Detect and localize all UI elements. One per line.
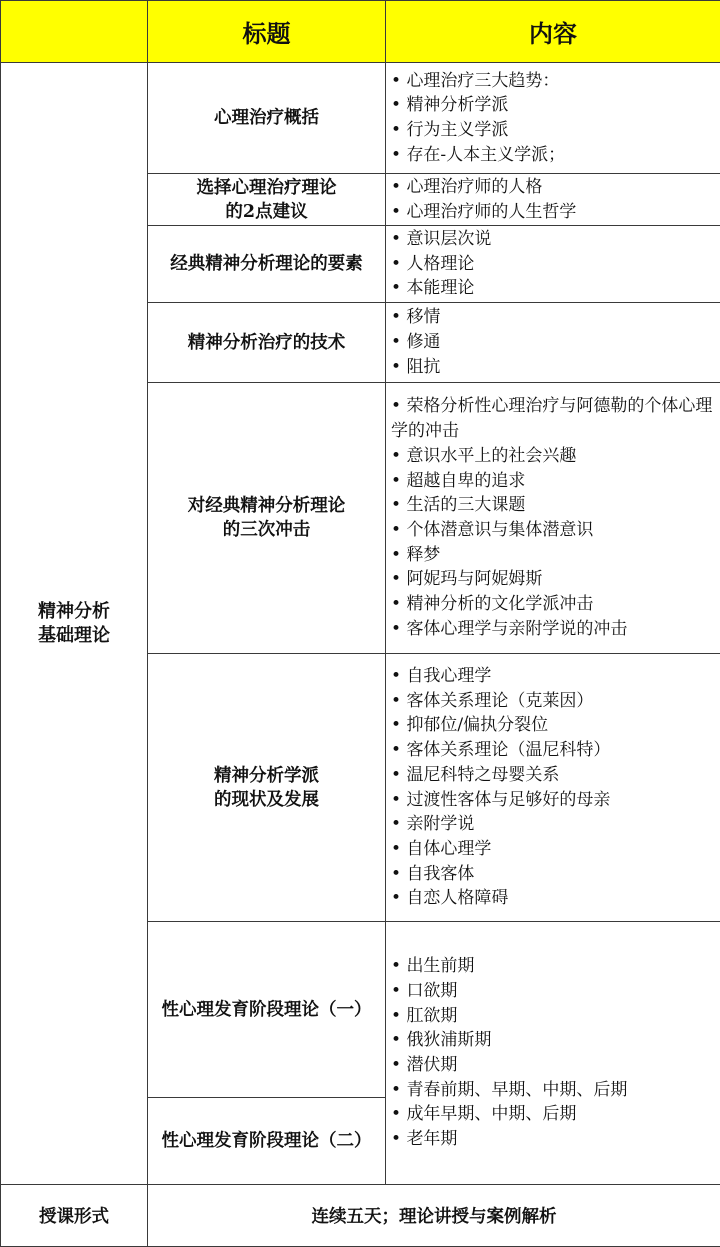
list-item: • 意识层次说 [391,227,714,252]
list-item: • 老年期 [391,1127,714,1152]
list-item: • 客体心理学与亲附学说的冲击 [391,617,714,642]
category-label: 精神分析 基础理论 [38,600,110,646]
list-item: • 青春前期、早期、中期、后期 [391,1078,714,1103]
list-item: • 自体心理学 [391,837,714,862]
row-title: 对经典精神分析理论 的三次冲击 [148,383,386,654]
list-item: • 心理治疗师的人格 [391,175,714,200]
row-content [386,63,720,174]
list-item: • 超越自卑的追求 [391,469,714,494]
list-item: • 心理治疗三大趋势： [391,69,714,94]
list-item: • 抑郁位/偏执分裂位 [391,713,714,738]
row-title: 经典精神分析理论的要素 [148,226,386,303]
list-item: • 过渡性客体与足够好的母亲 [391,788,714,813]
list-item: • 人格理论 [391,252,714,277]
list-item: • 存在-人本主义学派； [391,143,714,168]
header-row [1,1,720,63]
header-blank [1,1,148,63]
row-title: 精神分析学派 的现状及发展 [148,654,386,922]
list-item: • 出生前期 [391,954,714,979]
row-title: 性心理发育阶段理论（二） [148,1098,386,1185]
list-item: • 温尼科特之母婴关系 [391,763,714,788]
list-item: • 阿妮玛与阿妮姆斯 [391,567,714,592]
row-content [386,383,720,654]
list-item: • 释梦 [391,543,714,568]
list-item: • 意识水平上的社会兴趣 [391,444,714,469]
footer-text: 连续五天；理论讲授与案例解析 [148,1185,720,1247]
row-title: 选择心理治疗理论 的2点建议 [148,174,386,226]
row-content [386,303,720,383]
header-title: 标题 [148,1,386,63]
list-item: • 行为主义学派 [391,118,714,143]
row-content [386,226,720,303]
list-item: • 亲附学说 [391,812,714,837]
list-item: • 自我客体 [391,862,714,887]
list-item: • 精神分析学派 [391,93,714,118]
row-content [386,654,720,922]
list-item: • 俄狄浦斯期 [391,1028,714,1053]
row-title: 精神分析治疗的技术 [148,303,386,383]
list-item: • 心理治疗师的人生哲学 [391,200,714,225]
footer-label: 授课形式 [1,1185,148,1247]
row-content [386,174,720,226]
list-item: • 客体关系理论（克莱因） [391,689,714,714]
list-item: • 修通 [391,330,714,355]
list-item: • 肛欲期 [391,1004,714,1029]
footer-row [1,1185,720,1247]
row-title: 心理治疗概括 [148,63,386,174]
list-item: • 阻抗 [391,355,714,380]
list-item: • 生活的三大课题 [391,493,714,518]
list-item: • 自我心理学 [391,664,714,689]
list-item: • 潜伏期 [391,1053,714,1078]
header-content: 内容 [386,1,720,63]
list-item: • 精神分析的文化学派冲击 [391,592,714,617]
list-item: • 移情 [391,305,714,330]
list-item: • 客体关系理论（温尼科特） [391,738,714,763]
row-title: 性心理发育阶段理论（一） [148,922,386,1098]
list-item: • 自恋人格障碍 [391,886,714,911]
list-item: • 个体潜意识与集体潜意识 [391,518,714,543]
table-row [1,63,720,174]
row-content [386,922,720,1185]
list-item: • 本能理论 [391,276,714,301]
list-item: • 荣格分析性心理治疗与阿德勒的个体心理学的冲击 [391,394,714,443]
category-cell [1,63,148,1185]
list-item: • 口欲期 [391,979,714,1004]
list-item: • 成年早期、中期、后期 [391,1102,714,1127]
